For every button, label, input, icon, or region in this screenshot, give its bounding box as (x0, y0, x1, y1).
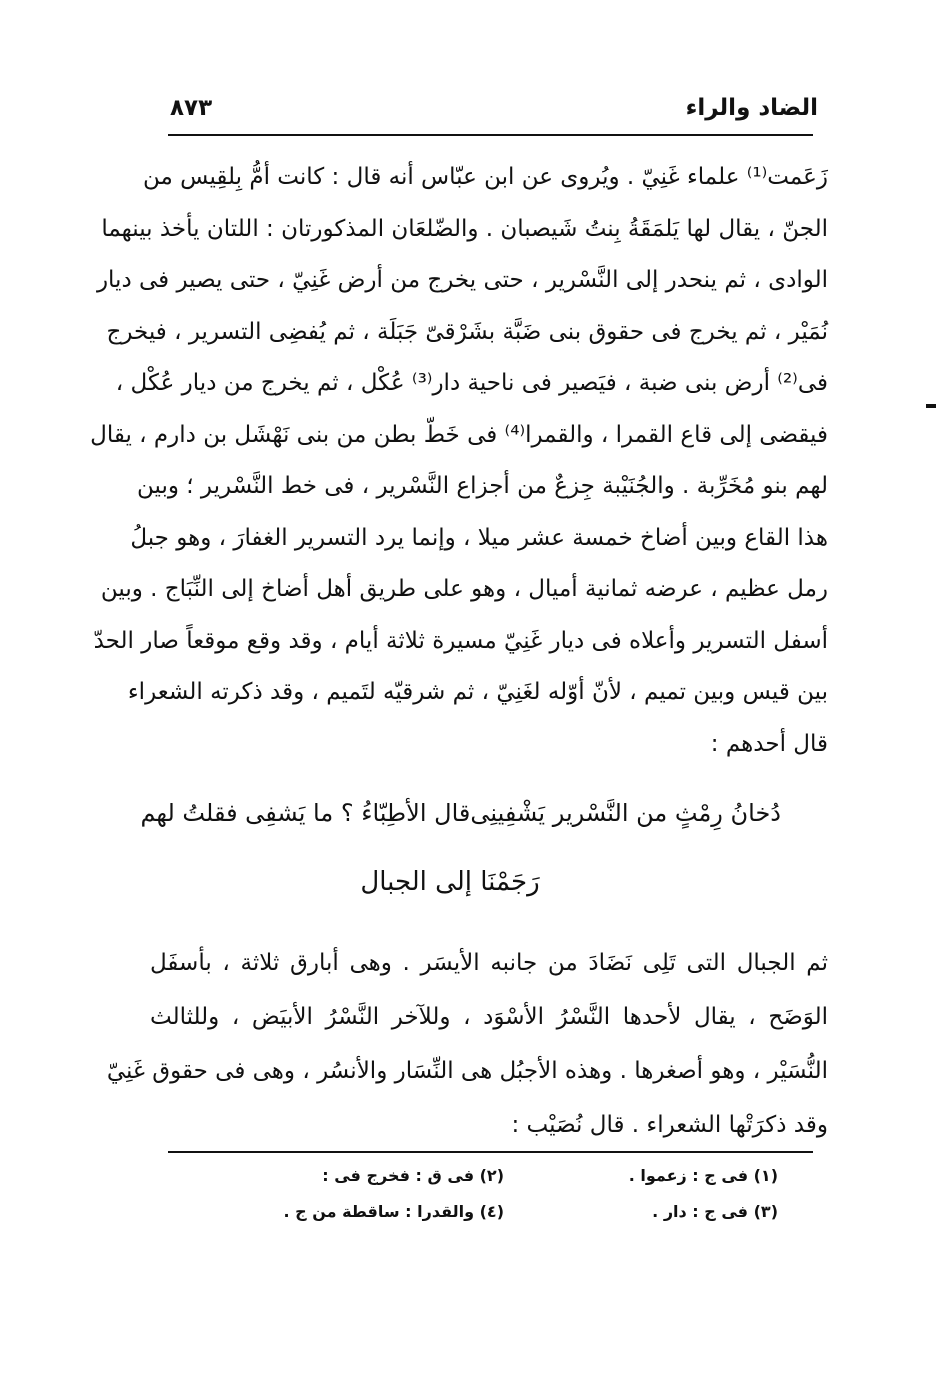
footnote: (٤) والقدرا : ساقطة من ج . (283, 1202, 504, 1221)
footnote: (١) فى ج : زعموا . (628, 1166, 778, 1185)
text-line: فيقضى إلى قاع القمرا ، والقمرا⁽⁴⁾ فى خَطّ بطن من بنى نَهْشَل بن دارم ، يقال (90, 421, 828, 448)
text-line: نُمَيْر ، ثم يخرج فى حقوق بنى ضَبَّة بشَرْقىّ جَبَلَة ، ثم يُفضِى التسرير ، فيخرج (106, 318, 828, 345)
text-line: فى⁽²⁾ أرض بنى ضبة ، فيَصير فى ناحية دار⁽³⁾ عُكْل ، ثم يخرج من ديار عُكْل ، (115, 370, 828, 396)
text-line: النُّسَيْر ، وهو أصغرها . وهذه الأجبُل هى النِّسَار والأنسُر ، وهى فى حقوق غَنِيّ (106, 1058, 828, 1084)
verse-line-2: رَجَمْنَا إلى الجبال (360, 867, 540, 897)
header-rule (168, 134, 813, 136)
text-line: رمل عظيم ، عرضه ثمانية أميال ، وهو على طريق أهل أضاخ إلى النِّبَاج . وبين (100, 576, 828, 602)
text-line: بين قيس وبين تميم ، لأنّ أوّله لغَنِيّ ، ثم شرقيّه لتَميم ، وقد ذكرته الشعراء (127, 679, 828, 705)
verse-hemistich-first: دُخانُ رِمْثٍ من النَّسْرير يَشْفِينِى (470, 799, 781, 827)
main-text (90, 152, 828, 770)
text-line-last: وقد ذكرَتْها الشعراء . قال نُصَيْب : (511, 1112, 828, 1138)
text-line: لهم بنو مُخَرِّبة . والجُنَيْبة جِزعٌ من أجزاع النَّسْرير ، فى خط النَّسْرير ؛ وبين (137, 473, 828, 499)
running-title: الضاد والراء (685, 95, 818, 121)
footnote: (٢) فى ق : فخرج فى : (322, 1166, 504, 1185)
text-line: الوادى ، ثم ينحدر إلى النَّسْرير ، حتى يخرج من أرض غَنِيّ ، حتى يصير فى ديار (96, 267, 828, 293)
text-line: هذا القاع وبين أضاخ خمسة عشر ميلا ، وإنما يرد التسرير الغفارَ ، وهو جبلُ (130, 524, 828, 551)
text-line: الوَضَح ، يقال لأحدها النَّسْرُ الأسْوَد ، وللآخر النَّسْرُ الأبيَض ، وللثالث (150, 1004, 828, 1030)
text-line: ثم الجبال التى تَلِى نَضَادَ من جانبه الأيسَر . وهى أبارق ثلاثة ، بأسفَل (150, 950, 828, 976)
text-line: أسفل التسرير وأعلاه فى ديار غَنِيّ مسيرة ثلاثة أيام ، وقد وقع موقعاً صار الحدّ (93, 627, 828, 654)
footnote-rule (168, 1151, 813, 1153)
main-text-continued (106, 936, 828, 1152)
page-header (170, 86, 818, 130)
footnotes (230, 1160, 778, 1228)
scan-edge-mark (926, 404, 936, 408)
verse-line (140, 788, 781, 838)
text-line: زَعَمت⁽¹⁾ علماء غَنِيّ . ويُروى عن ابن عبّاس أنه قال : كانت أمُّ بِلقِيس من (142, 164, 828, 190)
footnote: (٣) فى ج : دار . (652, 1202, 778, 1221)
text-line-last: قال أحدهم : (710, 730, 828, 757)
text-line: الجنّ ، يقال لها يَلمَقَةُ بِنتُ شَيصبان . والضّلعَان المذكورتان : اللتان يأخذ بينهما (101, 215, 828, 242)
verse-hemistich-second: قال الأطِبّاءُ ؟ ما يَشفِى فقلتُ لهم (140, 799, 471, 827)
page-number: ٨٧٣ (170, 95, 213, 121)
